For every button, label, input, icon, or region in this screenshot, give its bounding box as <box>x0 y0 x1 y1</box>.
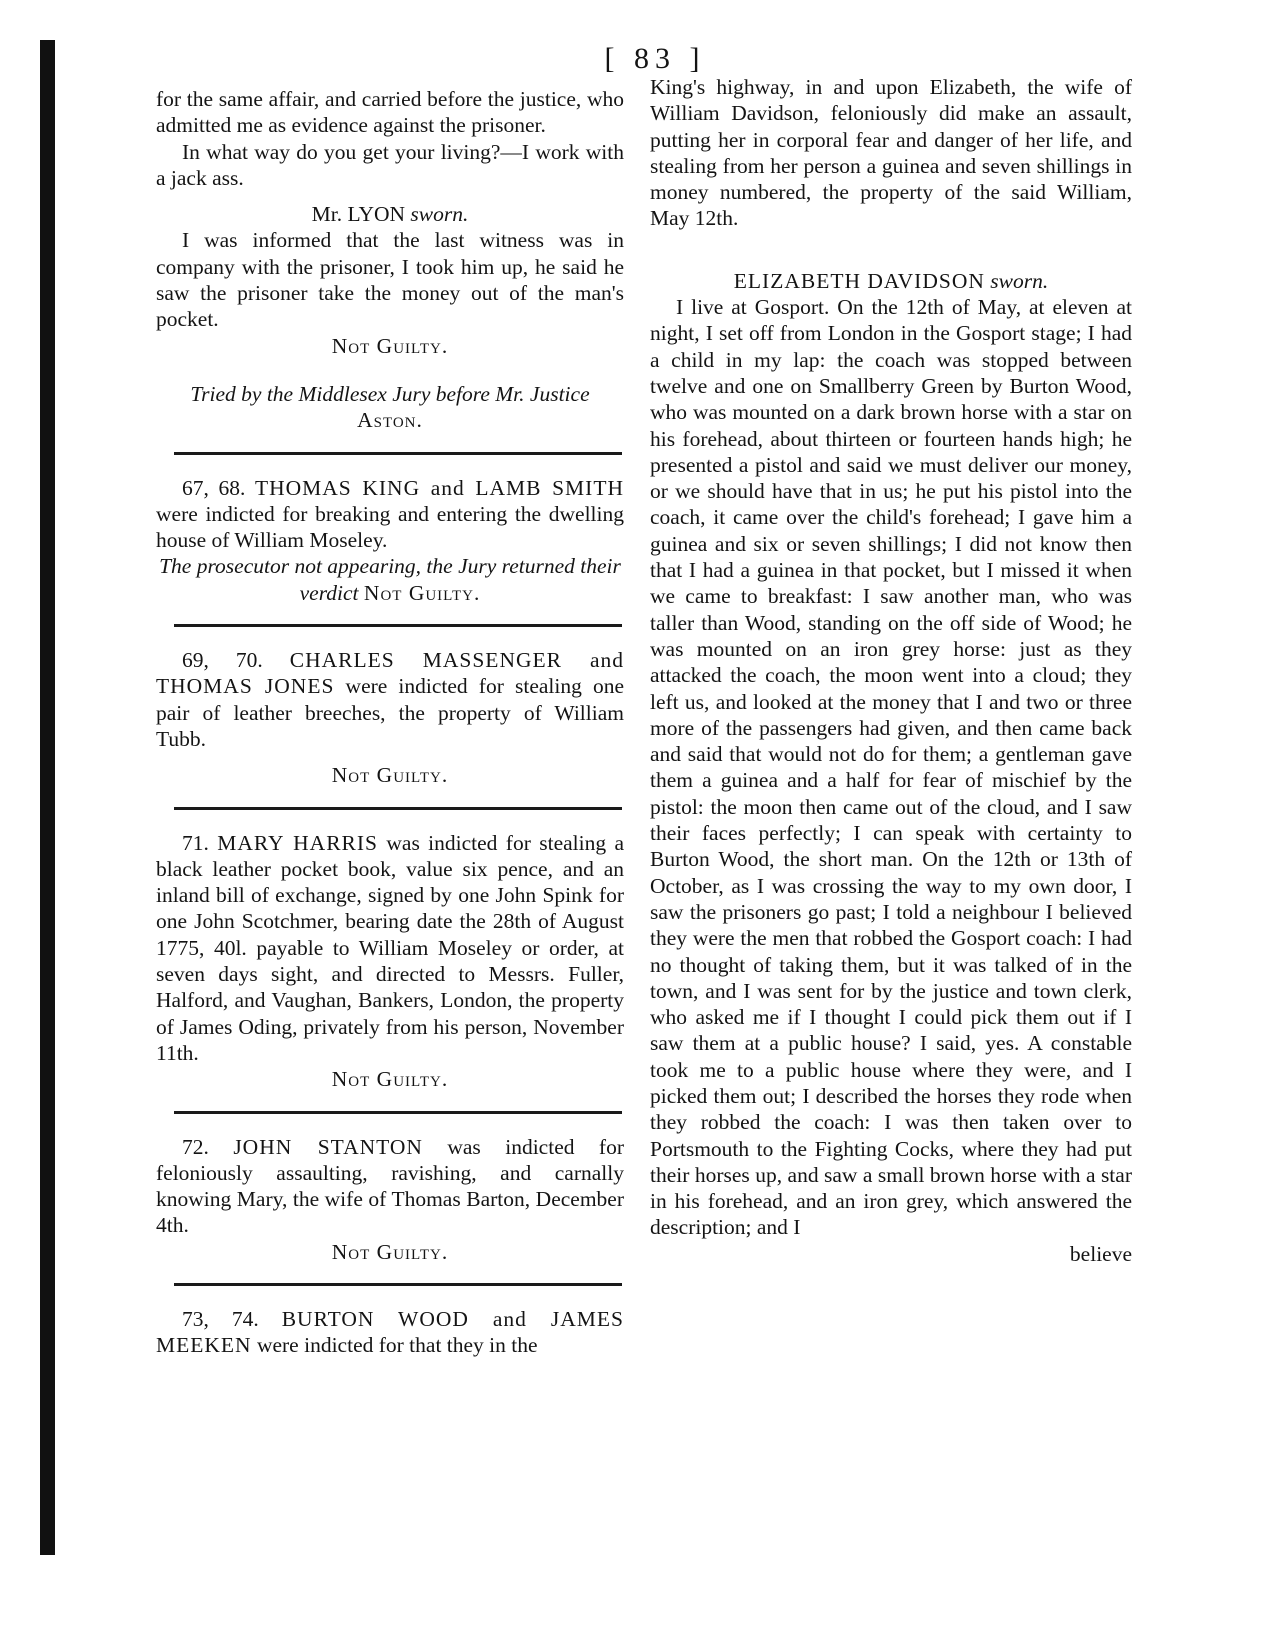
case-note-line <box>156 553 624 606</box>
case-text: was indicted for stealing a black leather pocket book, value six pence, and an inland bill of exchange, signed by one John Spink for one John Scotchmer, bearing date the 28th of August 1775, 40l. payable to William Moseley or order, at seven days sight, and directed to Messrs. Fuller, Halford, and Vaughan, Bankers, London, the property of James Oding, privately from his person, November 11th. <box>156 830 625 1065</box>
verdict: Not Guilty. <box>331 763 449 788</box>
defendant-names: MARY HARRIS <box>217 830 378 855</box>
judge-name: Aston. <box>357 408 423 433</box>
case-note: The prosecutor not appearing, the Jury returned their verdict <box>159 554 621 605</box>
witness-name: Mr. LYON <box>311 202 406 227</box>
sworn-label: sworn. <box>410 202 469 227</box>
case-text: was indicted for feloniously assaulting, ravishing, and carnally knowing Mary, the wife of Thomas Barton, December 4th. <box>156 1134 624 1238</box>
case-number: 73, 74. <box>182 1306 259 1331</box>
section-rule <box>174 1111 622 1114</box>
verdict: Not Guilty. <box>363 580 481 605</box>
defendant-names: THOMAS KING and LAMB SMITH <box>254 475 624 500</box>
section-rule <box>174 807 622 810</box>
verdict: Not Guilty. <box>331 1067 449 1092</box>
catchword: believe <box>1069 1241 1132 1266</box>
jury-note: Tried by the Middlesex Jury before Mr. Justice <box>190 381 590 406</box>
witness-heading <box>156 201 624 227</box>
witness-name: ELIZABETH DAVIDSON <box>733 268 985 293</box>
testimony-paragraph: for the same affair, and carried before the justice, who admitted me as evidence against the prisoner. <box>156 87 624 138</box>
case-entry <box>156 1134 624 1239</box>
indictment-continuation: King's highway, in and upon Elizabeth, the wife of William Davidson, feloniously did make an assault, putting her in corporal fear and danger of her life, and stealing from her person a guinea and seven shillings in money numbered, the property of the said William, May 12th. <box>650 75 1132 231</box>
section-rule <box>174 452 622 455</box>
case-entry <box>156 830 624 1067</box>
case-number: 69, 70. <box>182 648 263 673</box>
case-number: 71. <box>182 830 209 855</box>
case-text: were indicted for that they in the <box>256 1333 538 1358</box>
binding-edge <box>40 40 55 1555</box>
case-number: 67, 68. <box>182 475 246 500</box>
case-entry <box>156 1306 624 1359</box>
left-column <box>156 86 624 1359</box>
verdict: Not Guilty. <box>331 1239 449 1264</box>
case-text: were indicted for breaking and entering the dwelling house of William Moseley. <box>156 501 624 553</box>
verdict: Not Guilty. <box>331 333 449 358</box>
testimony-paragraph: In what way do you get your living?—I work with a jack ass. <box>156 139 624 190</box>
sworn-label: sworn. <box>990 268 1049 293</box>
case-entry <box>156 475 624 554</box>
testimony-paragraph: I was informed that the last witness was in company with the prisoner, I took him up, he said he saw the prisoner take the money out of the man's pocket. <box>156 228 624 332</box>
testimony-paragraph: I live at Gosport. On the 12th of May, at eleven at night, I set off from London in the Gosport stage; I had a child in my lap: the coach was stopped between twelve and one on Smallberry Green by Burton Wood, who was mounted on a dark brown horse with a star on his forehead, about thirteen or fourteen hands high; he presented a pistol and said we must deliver our money, or we should have that in us; he put his pistol into the coach, it came over the child's forehead; I gave him a guinea and six or seven shillings; I did not know then that I had a guinea in that pocket, but I missed it when we came to breakfast: I saw another man, who was taller than Wood, standing on the off side of Wood; he was mounted on an iron grey horse: just as they attacked the coach, the moon went into a cloud; they left us, and looked at the money that I and two or three more of the passengers had given, and then came back and said that would not do for them; a gentleman gave them a guinea and a half for fear of mischief by the pistol: the moon then came out of the cloud, and I saw their faces perfectly; I can speak with certainty to Burton Wood, the short man. On the 12th or 13th of October, as I was crossing the way to my own door, I saw the prisoners go past; I told a neighbour I believed they were the men that robbed the Gosport coach: I had no thought of taking them, but it was talked of in the town, and I was sent for by the justice and town clerk, who asked me if I thought I could pick them out if I saw them at a public house? I said, yes. A constable took me to a public house where they were, and I picked them out; I described the horses they rode when they robbed the coach: I was then taken over to Portsmouth to the Fighting Cocks, where they had put their horses up, and saw a small brown horse with a star in his forehead, and an iron grey, which answered the description; and I <box>650 295 1132 1240</box>
defendant-names: CHARLES MASSENGER and THOMAS JONES <box>156 648 625 699</box>
witness-heading <box>650 268 1132 294</box>
defendant-names: BURTON WOOD and JAMES MEEKEN <box>156 1306 625 1358</box>
section-rule <box>174 1283 622 1286</box>
right-column <box>650 74 1132 1267</box>
page-number: [ 83 ] <box>604 42 706 75</box>
case-entry <box>156 647 624 752</box>
section-rule <box>174 624 622 627</box>
defendant-names: JOHN STANTON <box>233 1134 423 1159</box>
case-text: were indicted for stealing one pair of leather breeches, the property of William Tubb. <box>156 674 625 751</box>
case-number: 72. <box>182 1134 209 1159</box>
